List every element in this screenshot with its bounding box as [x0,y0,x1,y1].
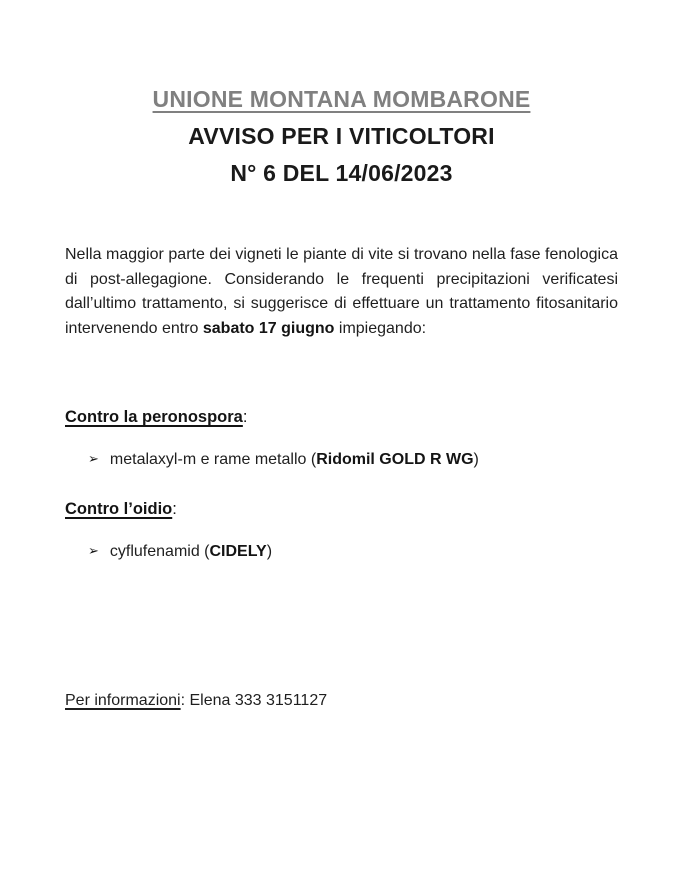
treatment-text-close: ) [266,543,273,560]
product-name: Ridomil GOLD R WG [316,451,474,468]
contact-label: Per informazioni [65,692,181,709]
org-title [65,86,618,112]
section-heading-text: Contro l’oidio [65,500,173,518]
intro-text-before: Nella maggior parte dei vigneti le piante di vite si trovano nella fase fenologica di post-allegagione. Considerando le frequenti precipitazioni verificatesi dall’ultimo trattamento, si suggerisce di effettuare un trattamento fitosanitario intervenendo entro [65,246,618,337]
treatment-text: metalaxyl-m e rame metallo ( [109,451,317,468]
list-item [65,450,618,471]
contact-info [65,691,618,711]
section-heading-text: Contro la peronospora [65,408,243,426]
section-peronospora [65,407,618,471]
intro-paragraph [65,243,618,341]
section-oidio [65,499,618,563]
section-heading-oidio [65,499,618,519]
org-title-text: UNIONE MONTANA MOMBARONE [152,86,531,112]
arrow-bullet-icon: ➢ [88,544,99,559]
section-heading-colon: : [172,500,177,518]
section-heading-colon: : [242,408,248,426]
intro-text-after: impiegando: [334,319,427,337]
list-item [65,542,618,563]
product-name: CIDELY [209,543,267,560]
notice-subtitle: AVVISO PER I VITICOLTORI [188,123,495,149]
section-heading-peronospora [65,407,618,427]
intro-deadline: sabato 17 giugno [202,319,335,337]
bulletin-number: N° 6 DEL 14/06/2023 [230,160,453,186]
contact-value: : Elena 333 3151127 [180,692,328,709]
arrow-bullet-icon: ➢ [88,452,99,467]
treatment-text-close: ) [473,451,479,468]
treatment-text: cyflufenamid ( [109,543,210,560]
